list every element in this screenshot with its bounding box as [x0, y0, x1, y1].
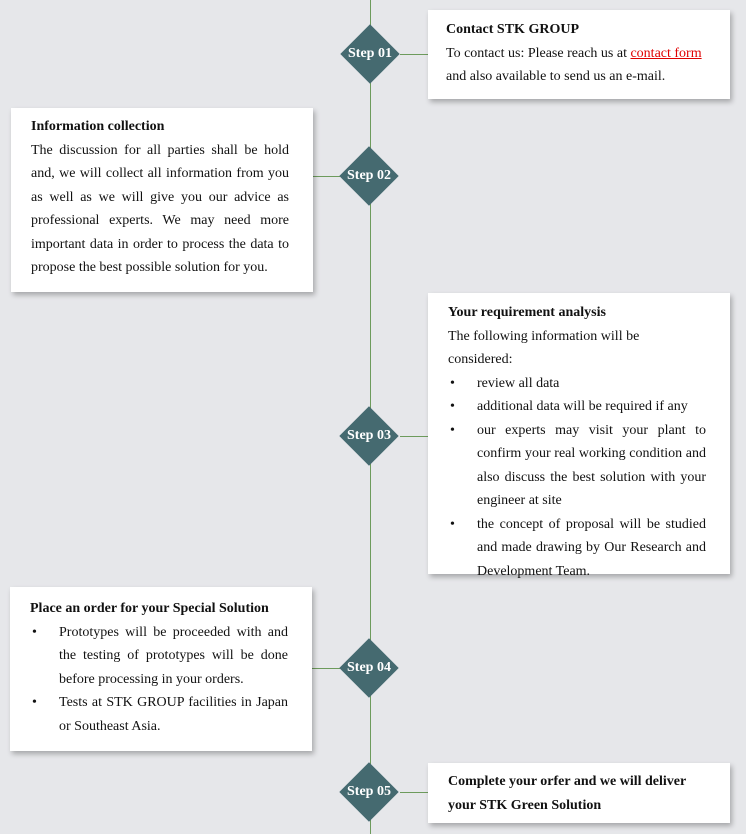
step-03-marker — [338, 405, 400, 467]
step-02-card — [11, 108, 313, 292]
bullet-icon: • — [450, 422, 455, 438]
step-01-label: Step 01 — [348, 46, 392, 61]
bullet-icon: • — [450, 516, 455, 532]
step-05-title: Complete your orfer and we will deliver your STK Green Solution — [448, 774, 686, 813]
list-item: • Prototypes will be proceeded with and the testing of prototypes will be done before processing in your orders. — [30, 621, 288, 692]
bullet-icon: • — [32, 624, 37, 640]
step-05-card — [428, 763, 730, 823]
connector-step-03 — [400, 436, 428, 437]
step-02-marker — [338, 145, 400, 207]
step-04-list — [30, 621, 288, 739]
step-01-card — [428, 10, 730, 99]
list-item: • Tests at STK GROUP facilities in Japan or Southeast Asia. — [30, 691, 288, 738]
step-05-label: Step 05 — [347, 784, 391, 799]
list-item: • review all data — [448, 372, 706, 396]
bullet-icon: • — [450, 375, 455, 391]
step-03-card — [428, 293, 730, 579]
list-item: • the concept of proposal will be studied and made drawing by Our Research and Development Team. — [448, 513, 706, 584]
step-03-label: Step 03 — [347, 428, 391, 443]
step-01-marker — [339, 23, 401, 85]
bullet-icon: • — [32, 695, 37, 710]
step-01-text-before: To contact us: Please reach us at — [446, 45, 631, 61]
step-04-title: Place an order for your Special Solution — [30, 601, 269, 616]
connector-step-02 — [313, 176, 340, 177]
step-01-title: Contact STK GROUP — [446, 22, 579, 37]
step-04-label: Step 04 — [347, 660, 391, 675]
connector-step-01 — [400, 54, 428, 55]
step-03-list — [448, 372, 706, 584]
list-item: • additional data will be required if any — [448, 395, 706, 419]
list-item: • our experts may visit your plant to confirm your real working condition and also discuss the best solution with your engineer at site — [448, 419, 706, 513]
step-02-label: Step 02 — [347, 168, 391, 183]
step-02-title: Information collection — [31, 119, 165, 134]
step-03-title: Your requirement analysis — [448, 305, 606, 320]
step-03-intro: The following information will be considered: — [448, 328, 640, 367]
step-02-text: The discussion for all parties shall be hold and, we will collect all information from you as well as we will give you our advice as professional experts. We may need more important data in order to process the data to propose the best possible solution for you. — [31, 142, 289, 275]
step-04-marker — [338, 637, 400, 699]
contact-form-link[interactable]: contact form — [630, 45, 702, 61]
step-01-text-after: and also available to send us an e-mail. — [446, 69, 666, 84]
connector-step-05 — [400, 792, 428, 793]
step-01-text — [446, 42, 712, 89]
step-05-marker — [338, 761, 400, 823]
connector-step-04 — [312, 668, 340, 669]
step-04-card — [10, 587, 312, 751]
bullet-icon: • — [450, 399, 455, 414]
